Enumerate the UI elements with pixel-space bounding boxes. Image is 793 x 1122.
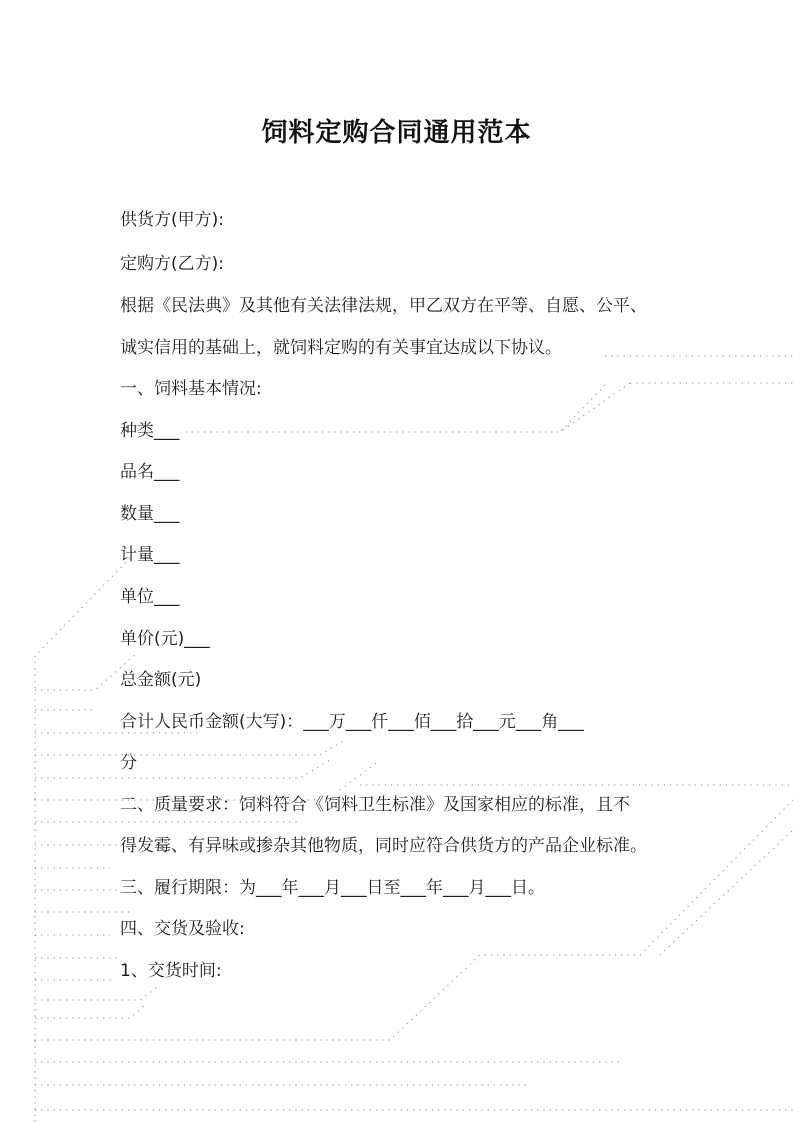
field-amount-in-words-cont: 分 (120, 753, 137, 773)
section-2-line-2: 得发霉、有异味或掺杂其他物质，同时应符合供货方的产品企业标准。 (120, 836, 647, 856)
delivery-time-line: 1、交货时间: (120, 961, 222, 981)
section-1-heading: 一、饲料基本情况: (120, 379, 262, 399)
section-3-line: 三、履行期限：为___年___月___日至___年___月___日。 (120, 878, 545, 898)
document-title: 饲料定购合同通用范本 (261, 118, 532, 148)
field-total-amount: 总金额(元) (120, 670, 202, 690)
field-unit: 单位___ (120, 587, 180, 607)
section-4-heading: 四、交货及验收: (120, 919, 245, 939)
preamble-line-1: 根据《民法典》及其他有关法律法规，甲乙双方在平等、自愿、公平、 (120, 296, 647, 316)
section-2-line-1: 二、质量要求：饲料符合《饲料卫生标准》及国家相应的标准，且不 (120, 795, 630, 815)
buyer-line: 定购方(乙方): (120, 254, 224, 274)
field-product-name: 品名___ (120, 462, 180, 482)
field-quantity: 数量___ (120, 504, 180, 524)
field-unit-price: 单价(元)___ (120, 629, 210, 649)
field-amount-in-words: 合计人民币金额(大写)：___万___仟___佰___拾___元___角___ (120, 712, 584, 732)
field-measurement: 计量___ (120, 545, 180, 565)
supplier-line: 供货方(甲方): (120, 210, 224, 230)
field-type: 种类___ (120, 421, 180, 441)
preamble-line-2: 诚实信用的基础上，就饲料定购的有关事宜达成以下协议。 (120, 338, 562, 358)
